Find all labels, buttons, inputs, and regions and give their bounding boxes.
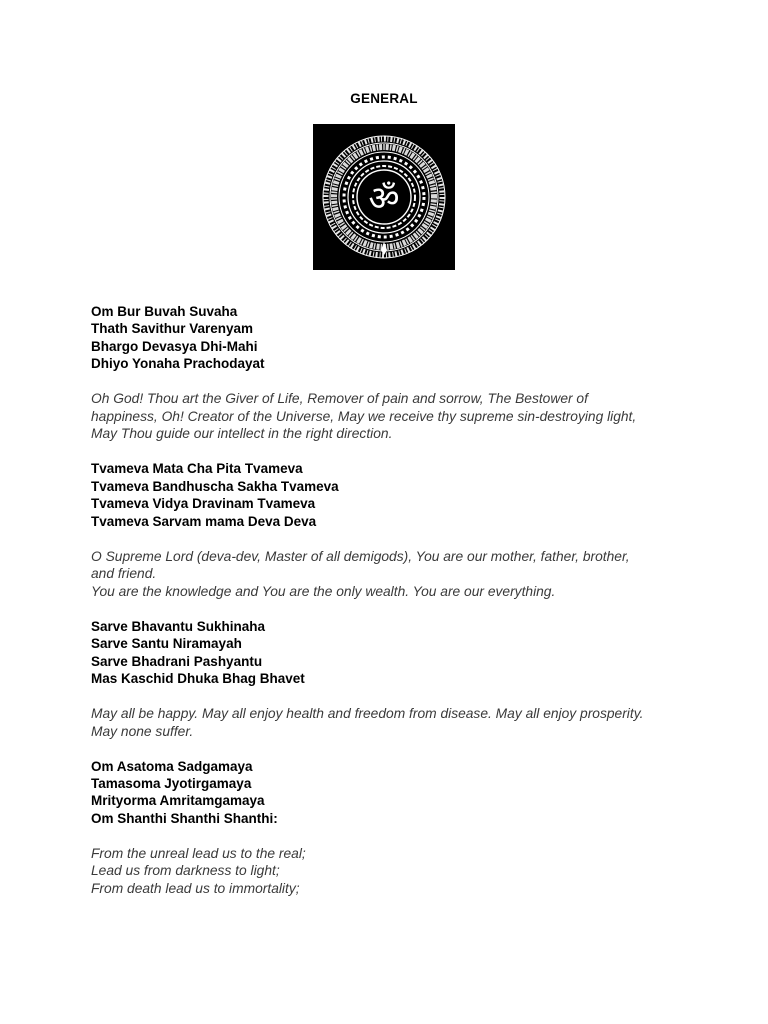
verse-line: Tamasoma Jyotirgamaya xyxy=(91,775,252,791)
om-symbol-icon xyxy=(313,124,455,270)
om-emblem-image xyxy=(313,124,455,270)
translation-line: From death lead us to immortality; xyxy=(91,880,300,896)
translation-paragraph xyxy=(91,390,651,443)
svg-text:ॐ: ॐ xyxy=(368,179,400,219)
verse-line: Om Shanthi Shanthi Shanthi: xyxy=(91,810,278,826)
verse-line: Tvameva Vidya Dravinam Tvameva xyxy=(91,496,316,512)
translation-paragraph xyxy=(91,845,651,898)
verse-block xyxy=(91,618,691,688)
verse-line: Sarve Santu Niramayah xyxy=(91,636,242,652)
verse-line: Tvameva Sarvam mama Deva Deva xyxy=(91,513,317,529)
translation-paragraph xyxy=(91,705,651,740)
verse-line: Tvameva Bandhuscha Sakha Tvameva xyxy=(91,478,339,494)
verse-line: Mas Kaschid Dhuka Bhag Bhavet xyxy=(91,671,305,686)
verse-line: Om Asatoma Sadgamaya xyxy=(91,758,253,774)
verse-block xyxy=(91,303,691,373)
verse-line: Bhargo Devasya Dhi-Mahi xyxy=(91,338,258,354)
translation-paragraph xyxy=(91,548,651,601)
translation-line: From the unreal lead us to the real; xyxy=(91,845,306,861)
verse-line: Tvameva Mata Cha Pita Tvameva xyxy=(91,461,303,477)
verse-line: Sarve Bhadrani Pashyantu xyxy=(91,653,263,669)
translation-line: May all be happy. May all enjoy health and freedom from disease. May all enjoy prosperity. May none suffer. xyxy=(91,706,644,739)
page-title: GENERAL xyxy=(350,91,418,106)
translation-line: You are the knowledge and You are the only wealth. You are our everything. xyxy=(91,583,556,599)
verse-block xyxy=(91,460,691,530)
translation-line: Oh God! Thou art the Giver of Life, Remover of pain and sorrow, The Bestower of happiness, Oh! Creator of the Universe, May we receive thy supreme sin-destroying light, May Thou guide our intellect in the right direction. xyxy=(91,391,637,442)
prayer-content xyxy=(91,303,691,898)
translation-line: O Supreme Lord (deva-dev, Master of all demigods), You are our mother, father, brother, and friend. xyxy=(91,548,630,582)
verse-block xyxy=(91,758,691,828)
verse-line: Thath Savithur Varenyam xyxy=(91,321,254,337)
translation-line: Lead us from darkness to light; xyxy=(91,863,280,879)
verse-line: Dhiyo Yonaha Prachodayat xyxy=(91,356,265,372)
verse-line: Mrityorma Amritamgamaya xyxy=(91,793,265,809)
verse-line: Sarve Bhavantu Sukhinaha xyxy=(91,618,266,634)
verse-line: Om Bur Buvah Suvaha xyxy=(91,304,238,319)
